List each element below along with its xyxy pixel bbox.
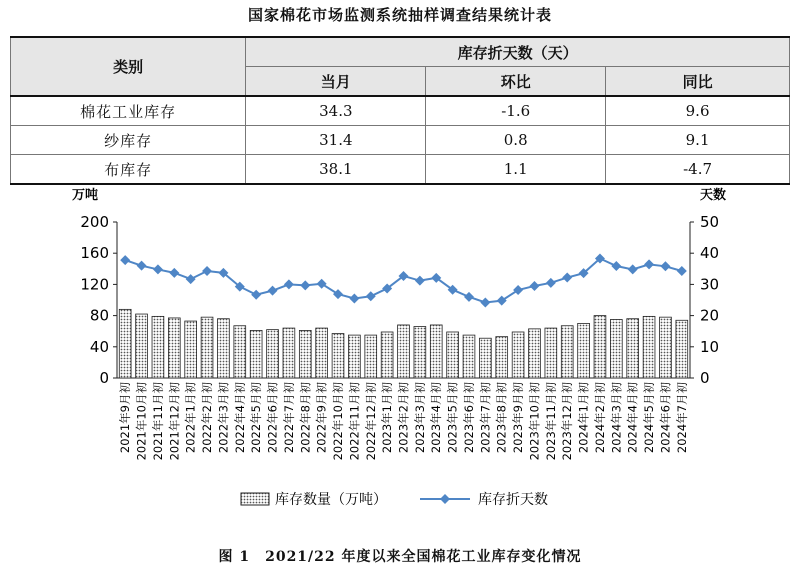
days-point [415, 276, 425, 286]
right-tick-label: 20 [700, 306, 720, 325]
table-cell: 9.1 [606, 126, 790, 155]
bar [643, 316, 655, 378]
bar [185, 321, 197, 378]
days-point [366, 291, 376, 301]
bar [152, 316, 164, 378]
left-tick-label: 200 [80, 213, 109, 231]
days-point [268, 286, 278, 296]
x-tick-label: 2022年11月初 [347, 382, 362, 461]
days-point [251, 290, 261, 300]
bar [398, 325, 410, 378]
x-tick-label: 2023年4月初 [429, 382, 444, 454]
inventory-chart [0, 180, 800, 542]
bar [168, 318, 180, 378]
x-tick-label: 2023年8月初 [494, 382, 509, 454]
x-tick-label: 2022年5月初 [249, 382, 264, 454]
left-tick-label: 160 [80, 244, 109, 263]
legend-label-line: 库存折天数 [478, 492, 548, 508]
bar [119, 309, 131, 378]
category-header: 类别 [11, 37, 246, 96]
table-title: 国家棉花市场监测系统抽样调查结果统计表 [247, 6, 552, 24]
days-point [464, 292, 474, 302]
bar [299, 330, 311, 378]
stats-table [10, 36, 790, 185]
right-tick-label: 30 [700, 275, 720, 294]
table-cell: 9.6 [606, 96, 790, 126]
x-tick-label: 2024年3月初 [609, 382, 624, 454]
bar [561, 326, 573, 378]
bar [496, 337, 508, 378]
legend-swatch-bars [241, 493, 269, 505]
bar [610, 320, 622, 379]
x-tick-label: 2022年3月初 [216, 382, 231, 454]
table-row [11, 96, 790, 126]
x-tick-label: 2022年9月初 [314, 382, 329, 454]
x-tick-label: 2023年12月初 [560, 382, 575, 461]
bar [447, 332, 459, 378]
days-point [333, 289, 343, 299]
bar [381, 332, 393, 378]
right-tick-label: 50 [700, 213, 720, 231]
x-tick-label: 2021年9月初 [118, 382, 133, 454]
x-tick-label: 2022年4月初 [232, 382, 247, 454]
figure-caption: 图 1 2021/22 年度以来全国棉花工业库存变化情况 [218, 549, 582, 565]
bar [594, 316, 606, 378]
days-point [137, 261, 147, 271]
x-tick-label: 2023年6月初 [461, 382, 476, 454]
bar [414, 327, 426, 378]
x-tick-label: 2021年11月初 [150, 382, 165, 461]
right-axis-unit: 天数 [700, 188, 727, 203]
column-header: 当月 [246, 67, 426, 97]
legend-marker [440, 494, 450, 504]
table-row [11, 126, 790, 155]
table-cell: 31.4 [246, 126, 426, 155]
bar [348, 335, 360, 378]
days-point [202, 266, 212, 276]
x-tick-label: 2024年6月初 [658, 382, 673, 454]
bar [234, 326, 246, 378]
x-tick-label: 2023年1月初 [380, 382, 395, 454]
right-tick-label: 10 [700, 337, 720, 356]
bar [267, 330, 279, 378]
row-label: 棉花工业库存 [11, 96, 246, 126]
x-tick-label: 2023年10月初 [527, 382, 542, 461]
table-cell: -4.7 [606, 155, 790, 185]
days-point [169, 268, 179, 278]
bar [545, 328, 557, 378]
legend-label-bars: 库存数量（万吨） [275, 492, 387, 508]
days-point [153, 264, 163, 274]
column-header: 环比 [426, 67, 606, 97]
days-point [611, 261, 621, 271]
x-tick-label: 2024年7月初 [674, 382, 689, 454]
days-point [644, 259, 654, 269]
column-header: 同比 [606, 67, 790, 97]
table-cell: 38.1 [246, 155, 426, 185]
days-point [317, 279, 327, 289]
bar [627, 319, 639, 378]
left-tick-label: 0 [99, 369, 109, 387]
x-tick-label: 2022年12月初 [363, 382, 378, 461]
x-tick-label: 2022年8月初 [298, 382, 313, 454]
group-header: 库存折天数（天） [246, 37, 790, 67]
days-point [628, 264, 638, 274]
days-point [529, 281, 539, 291]
chart-legend [241, 491, 548, 508]
bar [283, 328, 295, 378]
days-point [513, 285, 523, 295]
table-cell: -1.6 [426, 96, 606, 126]
bar [430, 325, 442, 378]
x-tick-label: 2022年7月初 [281, 382, 296, 454]
bar [529, 329, 541, 378]
days-point [562, 273, 572, 283]
x-tick-label: 2022年6月初 [265, 382, 280, 454]
bar [218, 319, 230, 378]
bar [512, 332, 524, 378]
row-label: 布库存 [11, 155, 246, 185]
days-point [677, 266, 687, 276]
days-point [660, 261, 670, 271]
bar [201, 317, 213, 378]
left-tick-label: 80 [89, 306, 109, 325]
right-tick-label: 0 [700, 369, 710, 387]
x-tick-label: 2021年12月初 [167, 382, 182, 461]
x-tick-label: 2024年1月初 [576, 382, 591, 454]
x-tick-label: 2023年9月初 [511, 382, 526, 454]
bar [250, 330, 262, 378]
table-cell: 1.1 [426, 155, 606, 185]
bar [676, 320, 688, 378]
x-tick-label: 2022年2月初 [200, 382, 215, 454]
x-tick-label: 2023年7月初 [478, 382, 493, 454]
bar [578, 323, 590, 378]
left-tick-label: 40 [89, 337, 109, 356]
bar [316, 328, 328, 378]
x-tick-label: 2023年3月初 [412, 382, 427, 454]
x-tick-label: 2023年11月初 [543, 382, 558, 461]
days-point [300, 280, 310, 290]
x-tick-label: 2024年5月初 [642, 382, 657, 454]
right-tick-label: 40 [700, 244, 720, 263]
x-tick-label: 2023年5月初 [445, 381, 460, 454]
x-tick-label: 2022年10月初 [331, 382, 346, 461]
days-point [546, 278, 556, 288]
x-tick-label: 2023年2月初 [396, 382, 411, 454]
x-tick-label: 2022年1月初 [183, 382, 198, 454]
days-point [186, 274, 196, 284]
bar [136, 314, 148, 378]
bar [332, 334, 344, 378]
days-point [497, 296, 507, 306]
bar [463, 335, 475, 378]
left-tick-label: 120 [80, 275, 109, 294]
bar [365, 335, 377, 378]
table-cell: 0.8 [426, 126, 606, 155]
days-point [480, 297, 490, 307]
left-axis-unit: 万吨 [72, 188, 99, 203]
days-point [120, 255, 130, 265]
x-tick-label: 2024年2月初 [592, 382, 607, 454]
bar [479, 338, 491, 378]
days-point [349, 293, 359, 303]
x-tick-label: 2021年10月初 [134, 382, 149, 461]
days-point [284, 279, 294, 289]
row-label: 纱库存 [11, 126, 246, 155]
x-tick-label: 2024年4月初 [625, 382, 640, 454]
table-cell: 34.3 [246, 96, 426, 126]
bar [660, 317, 672, 378]
